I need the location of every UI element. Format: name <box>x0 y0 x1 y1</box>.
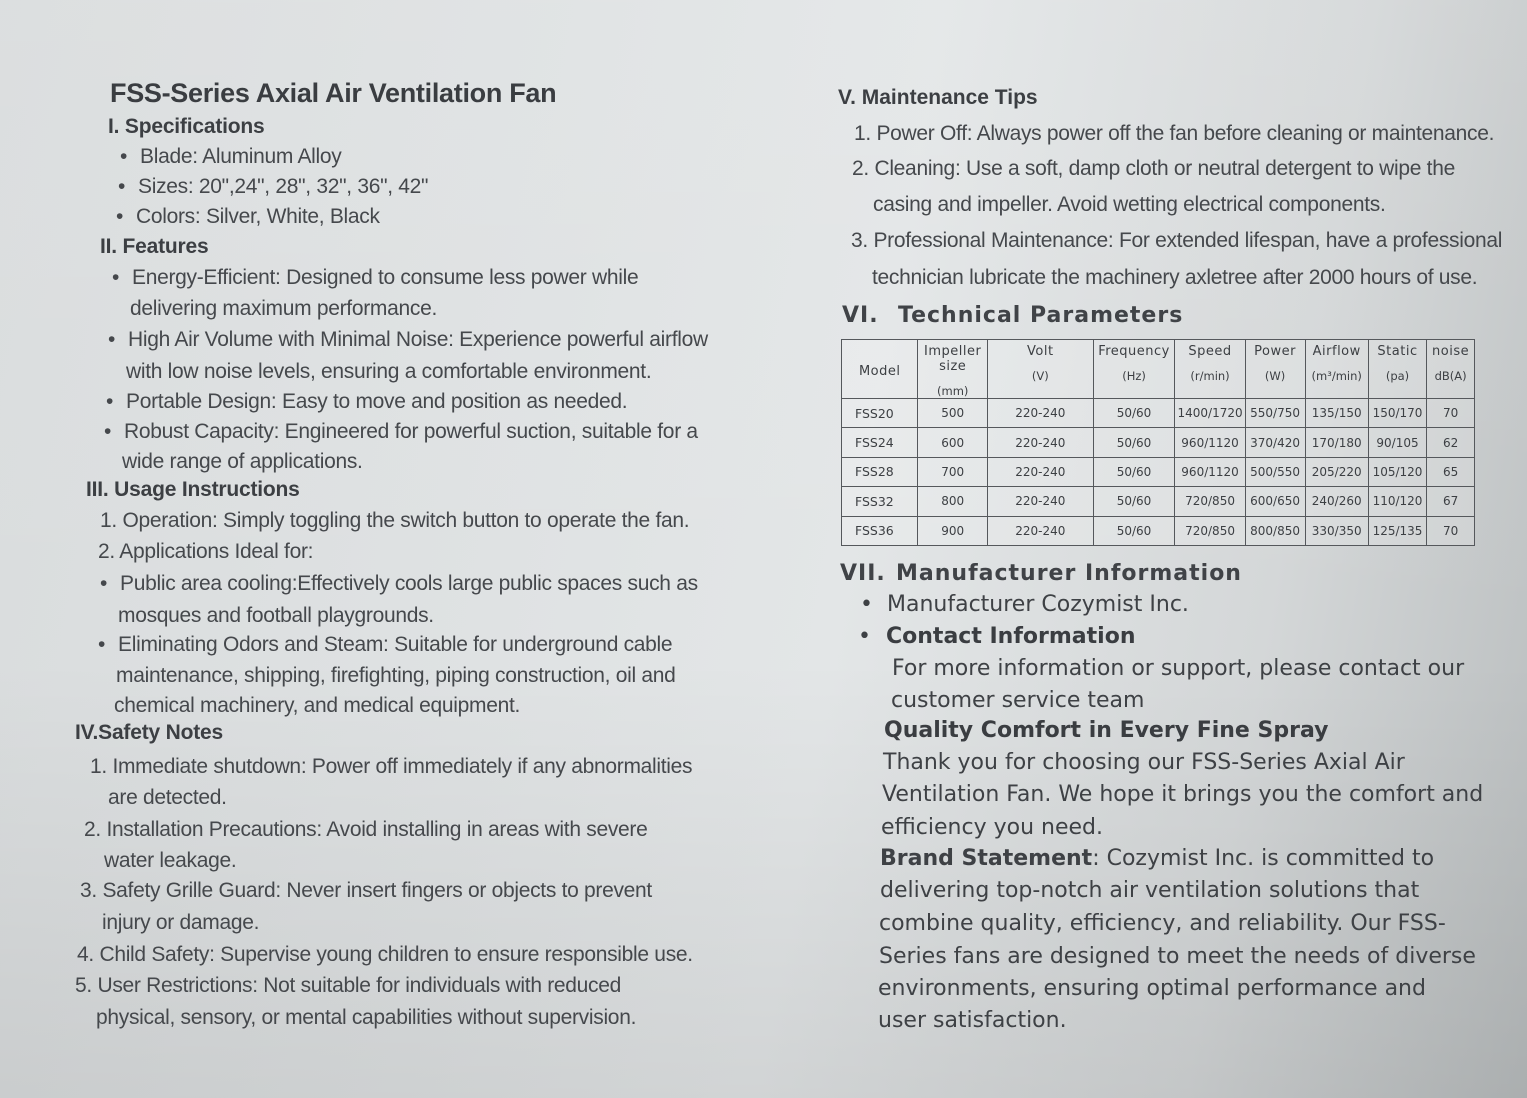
maintenance-line: 2. Cleaning: Use a soft, damp cloth or neutral detergent to wipe the <box>852 157 1455 180</box>
brand-statement-label: Brand Statement <box>880 846 1093 871</box>
table-cell: 800/850 <box>1245 516 1305 545</box>
table-cell: 170/180 <box>1305 428 1368 457</box>
table-header-row <box>842 340 1475 399</box>
quality-heading: Quality Comfort in Every Fine Spray <box>884 718 1329 743</box>
table-cell: 62 <box>1427 428 1475 457</box>
table-cell: 135/150 <box>1305 399 1368 428</box>
usage-line: 1. Operation: Simply toggling the switch button to operate the fan. <box>100 509 690 532</box>
safety-line: 3. Safety Grille Guard: Never insert fingers or objects to prevent <box>80 879 652 902</box>
table-cell: 220-240 <box>987 516 1093 545</box>
feature-line: • Robust Capacity: Engineered for powerful suction, suitable for a <box>124 420 698 444</box>
table-cell: 700 <box>918 457 988 486</box>
safety-line: 2. Installation Precautions: Avoid installing in areas with severe <box>84 818 648 841</box>
maintenance-line: casing and impeller. Avoid wetting electrical components. <box>873 193 1386 216</box>
usage-line: chemical machinery, and medical equipment. <box>114 694 521 717</box>
table-cell: 50/60 <box>1093 457 1175 486</box>
table-cell: 240/260 <box>1305 487 1368 516</box>
brand-statement-first: : Cozymist Inc. is committed to <box>1092 846 1435 871</box>
safety-line: 5. User Restrictions: Not suitable for individuals with reduced <box>75 974 622 997</box>
table-cell: 70 <box>1427 516 1475 545</box>
table-cell: 720/850 <box>1175 487 1245 516</box>
brand-line: environments, ensuring optimal performance and <box>878 976 1426 1001</box>
table-cell: 900 <box>918 516 988 545</box>
table-row <box>842 487 1475 516</box>
column-header-frequency: Frequency (Hz) <box>1093 340 1175 399</box>
table-cell: 220-240 <box>987 399 1093 428</box>
table-cell: 105/120 <box>1368 457 1426 486</box>
contact-line: customer service team <box>891 688 1145 713</box>
technical-parameters-table <box>841 339 1475 546</box>
table-cell: 220-240 <box>987 457 1093 486</box>
table-cell: 125/135 <box>1368 516 1426 545</box>
table-cell: 600 <box>918 428 988 457</box>
table-row <box>842 399 1475 428</box>
table-row <box>842 428 1475 457</box>
table-cell: 1400/1720 <box>1175 399 1245 428</box>
table-row <box>842 457 1475 486</box>
table-cell: 150/170 <box>1368 399 1426 428</box>
feature-line: with low noise levels, ensuring a comfortable environment. <box>126 360 652 383</box>
feature-line: • High Air Volume with Minimal Noise: Experience powerful airflow <box>128 328 708 352</box>
table-cell: 205/220 <box>1305 457 1368 486</box>
features-heading: II. Features <box>100 235 209 258</box>
table-cell: 500 <box>918 399 988 428</box>
brand-line: combine quality, efficiency, and reliability. Our FSS- <box>879 911 1446 936</box>
brand-line: Series fans are designed to meet the needs of diverse <box>879 944 1476 969</box>
manufacturer-heading: Manufacturer Information <box>896 561 1242 586</box>
table-cell: 50/60 <box>1093 516 1175 545</box>
table-cell: 500/550 <box>1245 457 1305 486</box>
table-cell: 600/650 <box>1245 487 1305 516</box>
safety-line: physical, sensory, or mental capabilities without supervision. <box>96 1006 637 1029</box>
contact-heading: Contact Information <box>886 624 1136 649</box>
specifications-heading: I. Specifications <box>108 115 265 138</box>
table-cell: FSS32 <box>842 487 918 516</box>
table-cell: 960/1120 <box>1175 457 1245 486</box>
bullet-dot: • <box>860 592 873 617</box>
table-cell: 720/850 <box>1175 516 1245 545</box>
table-cell: 220-240 <box>987 428 1093 457</box>
table-cell: 220-240 <box>987 487 1093 516</box>
brand-statement-line <box>880 846 1434 871</box>
column-header-noise: noise dB(A) <box>1427 340 1475 399</box>
table-cell: FSS28 <box>842 457 918 486</box>
column-header-static: Static (pa) <box>1368 340 1426 399</box>
table-cell: 110/120 <box>1368 487 1426 516</box>
maintenance-line: 1. Power Off: Always power off the fan before cleaning or maintenance. <box>854 122 1495 145</box>
table-cell: 800 <box>918 487 988 516</box>
column-header-power: Power (W) <box>1245 340 1305 399</box>
maintenance-line: technician lubricate the machinery axletree after 2000 hours of use. <box>872 266 1478 289</box>
table-cell: 370/420 <box>1245 428 1305 457</box>
feature-line: • Energy-Efficient: Designed to consume less power while <box>132 266 638 290</box>
column-header-volt: Volt (V) <box>987 340 1093 399</box>
feature-line: • Portable Design: Easy to move and position as needed. <box>126 390 627 414</box>
column-header-model: Model <box>842 340 918 399</box>
table-cell: 330/350 <box>1305 516 1368 545</box>
table-cell: 65 <box>1427 457 1475 486</box>
thanks-line: efficiency you need. <box>881 815 1103 840</box>
spec-item-blade: • Blade: Aluminum Alloy <box>140 145 341 169</box>
technical-heading: Technical Parameters <box>898 303 1184 328</box>
table-cell: 70 <box>1427 399 1475 428</box>
usage-line: • Eliminating Odors and Steam: Suitable for underground cable <box>118 633 672 657</box>
feature-line: delivering maximum performance. <box>130 297 437 320</box>
spec-item-sizes: • Sizes: 20",24", 28", 32", 36", 42" <box>138 175 428 199</box>
maintenance-line: 3. Professional Maintenance: For extended lifespan, have a professional <box>851 229 1503 252</box>
brand-line: user satisfaction. <box>878 1008 1067 1033</box>
contact-line: For more information or support, please contact our <box>892 656 1465 681</box>
table-cell: 550/750 <box>1245 399 1305 428</box>
table-row <box>842 516 1475 545</box>
safety-line: injury or damage. <box>102 911 260 934</box>
table-cell: 50/60 <box>1093 487 1175 516</box>
manufacturer-name: Manufacturer Cozymist Inc. <box>887 592 1189 617</box>
table-cell: 67 <box>1427 487 1475 516</box>
safety-heading: IV.Safety Notes <box>75 721 223 744</box>
column-header-speed: Speed (r/min) <box>1175 340 1245 399</box>
table-cell: 50/60 <box>1093 399 1175 428</box>
table-cell: 960/1120 <box>1175 428 1245 457</box>
column-header-impeller-size: Impeller size (mm) <box>918 340 988 399</box>
thanks-line: Thank you for choosing our FSS-Series Axial Air <box>883 750 1405 775</box>
table-cell: FSS36 <box>842 516 918 545</box>
safety-line: 4. Child Safety: Supervise young children to ensure responsible use. <box>77 943 693 966</box>
table-cell: FSS24 <box>842 428 918 457</box>
thanks-line: Ventilation Fan. We hope it brings you the comfort and <box>882 782 1484 807</box>
safety-line: 1. Immediate shutdown: Power off immediately if any abnormalities <box>90 755 693 778</box>
table-cell: FSS20 <box>842 399 918 428</box>
maintenance-heading: V. Maintenance Tips <box>838 86 1038 109</box>
technical-heading-number: VI. <box>842 303 879 328</box>
usage-line: 2. Applications Ideal for: <box>98 540 314 563</box>
feature-line: wide range of applications. <box>122 450 363 473</box>
manufacturer-heading-number: VII. <box>840 561 886 586</box>
page-title: FSS-Series Axial Air Ventilation Fan <box>110 78 557 108</box>
table-cell: 50/60 <box>1093 428 1175 457</box>
brand-line: delivering top-notch air ventilation solutions that <box>880 878 1420 903</box>
usage-line: mosques and football playgrounds. <box>118 604 434 627</box>
usage-line: • Public area cooling:Effectively cools large public spaces such as <box>120 572 698 596</box>
usage-line: maintenance, shipping, firefighting, piping construction, oil and <box>116 664 676 687</box>
spec-item-colors: • Colors: Silver, White, Black <box>136 205 380 229</box>
bullet-dot: • <box>858 624 871 649</box>
usage-heading: III. Usage Instructions <box>86 478 300 501</box>
safety-line: are detected. <box>108 786 227 809</box>
table-cell: 90/105 <box>1368 428 1426 457</box>
column-header-airflow: Airflow (m³/min) <box>1305 340 1368 399</box>
safety-line: water leakage. <box>104 849 237 872</box>
